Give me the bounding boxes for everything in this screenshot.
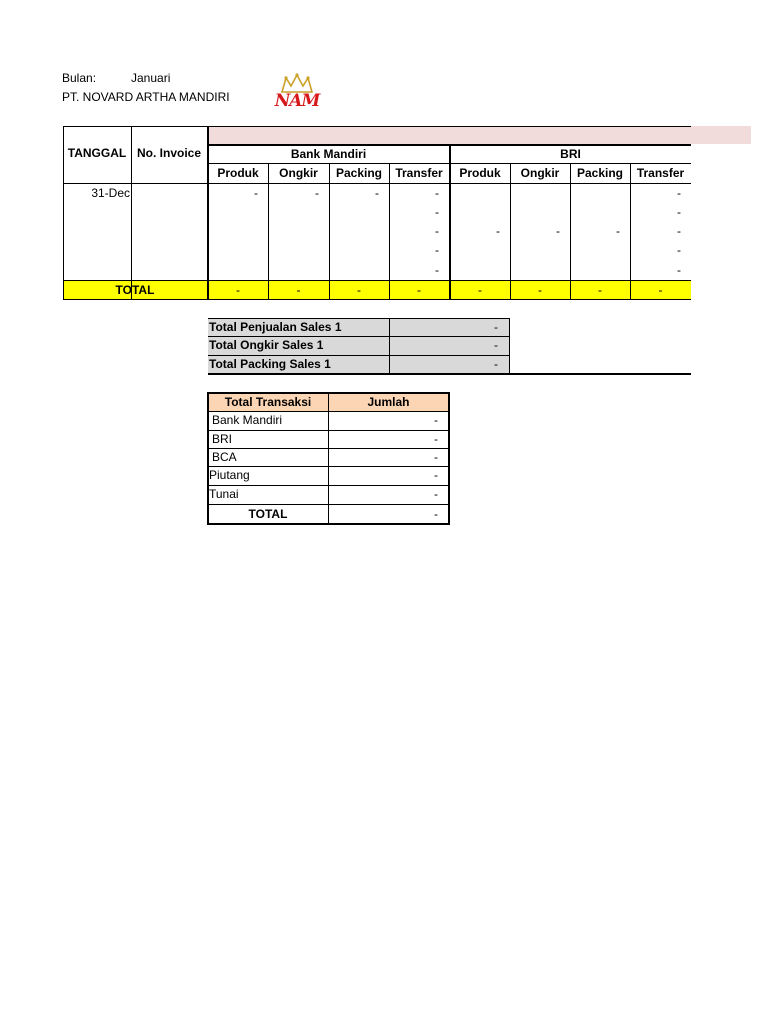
transaction-amount-bca: - (434, 450, 438, 464)
group-bri: BRI (560, 147, 581, 161)
subcol-mandiri-ongkir: Ongkir (279, 166, 318, 180)
cell-mandiri-transfer-row-5: - (435, 263, 439, 277)
total-bri-produk: - (478, 283, 482, 297)
sales-penjualan-label: Total Penjualan Sales 1 (209, 320, 342, 334)
sales-ongkir-label: Total Ongkir Sales 1 (209, 338, 324, 352)
total-mandiri-ongkir: - (296, 283, 301, 297)
total-bri-ongkir: - (538, 283, 542, 297)
total-mandiri-transfer: - (417, 283, 421, 297)
cell-bri-produk-row-3: - (496, 224, 500, 238)
subcol-mandiri-produk: Produk (217, 166, 259, 180)
total-label: TOTAL (115, 283, 155, 297)
transactions-col-name: Total Transaksi (224, 395, 312, 409)
cell-mandiri-ongkir-row-1: - (315, 186, 319, 200)
transaction-name-bank-mandiri: Bank Mandiri (212, 413, 283, 427)
cell-mandiri-transfer-row-1: - (435, 186, 439, 200)
total-mandiri-produk: - (236, 283, 240, 297)
col-invoice: No. Invoice (136, 146, 201, 160)
transactions-total-label: TOTAL (248, 507, 288, 521)
cell-bri-transfer-row-5: - (677, 263, 681, 277)
transactions-total-value: - (434, 507, 438, 521)
logo-text: NAM (274, 91, 320, 111)
month-value: Januari (131, 71, 171, 85)
total-bri-packing: - (598, 283, 602, 297)
transaction-amount-piutang: - (434, 468, 438, 482)
header-band (208, 126, 751, 144)
cell-mandiri-transfer-row-4: - (435, 243, 439, 257)
date-cell: 31-Dec (91, 186, 130, 200)
transaction-name-piutang: Piutang (209, 468, 250, 482)
sales-packing-label: Total Packing Sales 1 (209, 357, 331, 371)
transaction-name-bca: BCA (212, 450, 237, 464)
subcol-bri-ongkir: Ongkir (520, 166, 560, 180)
transaction-amount-bri: - (434, 432, 438, 446)
subcol-bri-produk: Produk (459, 166, 501, 180)
transaction-name-bri: BRI (212, 432, 233, 446)
transaction-amount-tunai: - (434, 487, 438, 501)
cell-bri-packing-row-3: - (616, 224, 620, 238)
transaction-amount-bank-mandiri: - (434, 413, 438, 427)
sales-penjualan-value: - (494, 320, 498, 334)
subcol-bri-transfer: Transfer (636, 166, 685, 180)
company-name: PT. NOVARD ARTHA MANDIRI (62, 90, 230, 104)
cell-bri-transfer-row-1: - (677, 186, 681, 200)
group-bank-mandiri: Bank Mandiri (290, 147, 367, 161)
cell-bri-transfer-row-4: - (677, 243, 681, 257)
cell-bri-transfer-row-3: - (677, 224, 681, 238)
subcol-bri-packing: Packing (576, 166, 624, 180)
sales-ongkir-value: - (494, 338, 498, 352)
company-logo (274, 72, 320, 118)
cell-mandiri-transfer-row-3: - (435, 224, 439, 238)
cell-mandiri-produk-row-1: - (254, 186, 258, 200)
cell-mandiri-transfer-row-2: - (435, 205, 439, 219)
month-label: Bulan: (62, 71, 97, 85)
transactions-col-amount: Jumlah (367, 395, 410, 409)
subcol-mandiri-packing: Packing (335, 166, 383, 180)
col-tanggal: TANGGAL (67, 146, 127, 160)
cell-bri-ongkir-row-3: - (556, 224, 560, 238)
sales-packing-value: - (494, 357, 498, 371)
total-bri-transfer: - (658, 283, 663, 297)
cell-bri-transfer-row-2: - (677, 205, 681, 219)
cell-mandiri-packing-row-1: - (375, 186, 379, 200)
subcol-mandiri-transfer: Transfer (395, 166, 443, 180)
transaction-name-tunai: Tunai (209, 487, 239, 501)
total-mandiri-packing: - (357, 283, 361, 297)
